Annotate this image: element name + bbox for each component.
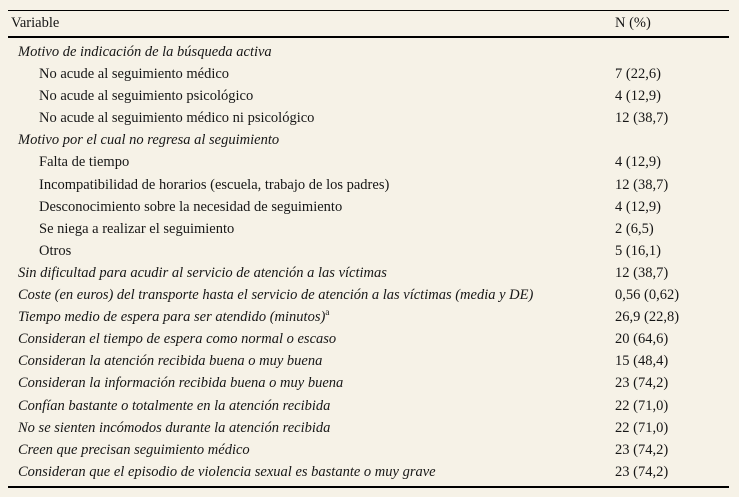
value-cell: 22 (71,0)	[615, 397, 669, 414]
variable-cell: No acude al seguimiento psicológico	[39, 88, 254, 105]
variable-cell: Confían bastante o totalmente en la atención recibida	[18, 397, 331, 414]
variable-cell: Falta de tiempo	[39, 154, 130, 171]
value-cell: 20 (64,6)	[615, 331, 669, 348]
table-row	[8, 196, 729, 218]
value-cell: 2 (6,5)	[615, 220, 654, 237]
variable-cell: Coste (en euros) del transporte hasta el servicio de atención a las víctimas (media y DE)	[18, 287, 534, 304]
value-cell: 23 (74,2)	[615, 375, 669, 392]
value-cell: 12 (38,7)	[615, 264, 669, 281]
table-row	[8, 41, 729, 63]
table-row	[8, 306, 729, 328]
table-row	[8, 328, 729, 350]
table-row	[8, 218, 729, 240]
table-row	[8, 240, 729, 262]
variable-cell: Consideran la información recibida buena o muy buena	[18, 375, 344, 392]
variable-cell: Consideran la atención recibida buena o muy buena	[18, 353, 323, 370]
table-row	[8, 129, 729, 151]
table-row	[8, 461, 729, 483]
table-row	[8, 417, 729, 439]
table-row	[8, 372, 729, 394]
results-table	[8, 10, 729, 488]
column-header-variable: Variable	[11, 15, 60, 31]
table-header-row	[8, 11, 729, 36]
table-row	[8, 284, 729, 306]
value-cell: 4 (12,9)	[615, 88, 661, 105]
value-cell: 22 (71,0)	[615, 419, 669, 436]
variable-cell: Desconocimiento sobre la necesidad de seguimiento	[39, 198, 343, 215]
table-row	[8, 262, 729, 284]
value-cell: 23 (74,2)	[615, 463, 669, 480]
value-cell: 5 (16,1)	[615, 242, 661, 259]
value-cell: 12 (38,7)	[615, 176, 669, 193]
table-row	[8, 151, 729, 173]
value-cell: 23 (74,2)	[615, 441, 669, 458]
value-cell: 26,9 (22,8)	[615, 309, 680, 326]
variable-cell: Incompatibilidad de horarios (escuela, trabajo de los padres)	[39, 176, 390, 193]
variable-cell: Creen que precisan seguimiento médico	[18, 441, 250, 458]
table-row	[8, 85, 729, 107]
variable-cell: No se sienten incómodos durante la atención recibida	[18, 419, 331, 436]
value-cell: 12 (38,7)	[615, 110, 669, 127]
value-cell: 0,56 (0,62)	[615, 287, 680, 304]
variable-cell: Consideran que el episodio de violencia sexual es bastante o muy grave	[18, 463, 436, 480]
value-cell: 15 (48,4)	[615, 353, 669, 370]
variable-cell: No acude al seguimiento médico	[39, 66, 230, 83]
variable-cell: Otros	[39, 242, 72, 259]
footnote-marker: a	[325, 308, 330, 319]
table-row	[8, 174, 729, 196]
table-row	[8, 63, 729, 85]
variable-cell: Se niega a realizar el seguimiento	[39, 220, 235, 237]
table-row	[8, 350, 729, 372]
variable-cell: Tiempo medio de espera para ser atendido (minutos)$^a$	[18, 308, 330, 326]
variable-cell: Consideran el tiempo de espera como normal o escaso	[18, 331, 337, 348]
table-row	[8, 439, 729, 461]
value-cell: 7 (22,6)	[615, 66, 661, 83]
table-row	[8, 395, 729, 417]
variable-cell: Motivo de indicación de la búsqueda activa	[18, 44, 272, 60]
table-body	[8, 38, 729, 486]
variable-cell: No acude al seguimiento médico ni psicológico	[39, 110, 315, 127]
variable-cell: Motivo por el cual no regresa al seguimiento	[18, 132, 280, 149]
column-header-n-percent: N (%)	[615, 15, 651, 31]
table-bottom-rule	[8, 486, 729, 488]
value-cell: 4 (12,9)	[615, 154, 661, 171]
table-row	[8, 107, 729, 129]
variable-cell: Sin dificultad para acudir al servicio de atención a las víctimas	[18, 264, 387, 281]
value-cell: 4 (12,9)	[615, 198, 661, 215]
